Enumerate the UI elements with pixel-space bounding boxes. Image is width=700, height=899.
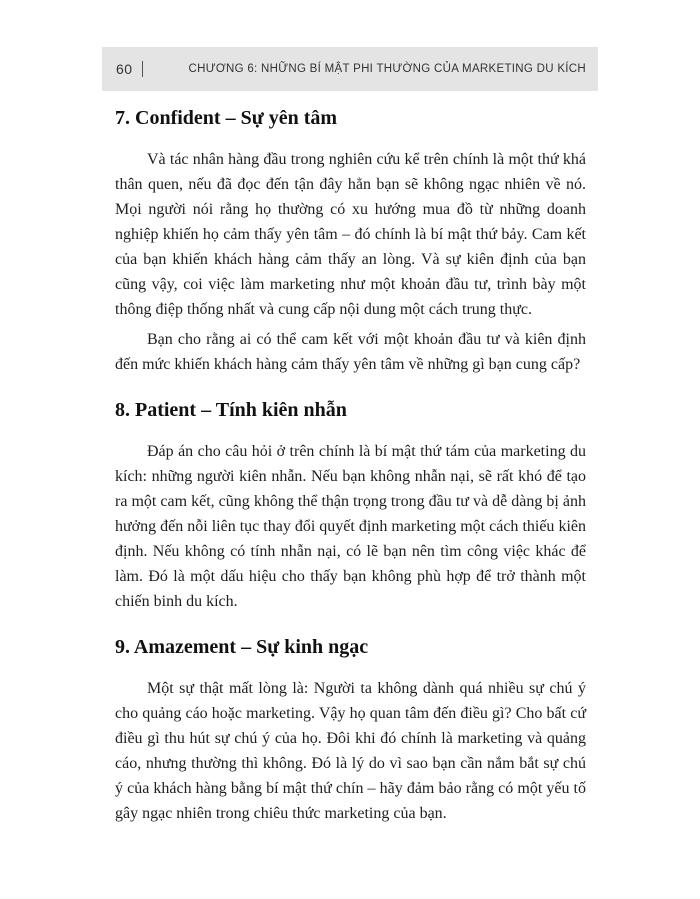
- section-heading: 9. Amazement – Sự kinh ngạc: [115, 636, 369, 658]
- paragraph: Đáp án cho câu hỏi ở trên chính là bí mật thứ tám của marketing du kích: những người kiên nhẫn. Nếu bạn không nhẫn nại, sẽ rất khó để tạo ra một cam kết, cũng không thể thận trọng trong đầu tư và dễ dàng bị ảnh hưởng đến nỗi liên tục thay đổi quyết định marketing một cách thiếu kiên định. Nếu không có tính nhẫn nại, có lẽ bạn nên tìm công việc khác để làm. Đó là một dấu hiệu cho thấy bạn không phù hợp để trở thành một chiến binh du kích.: [115, 443, 586, 610]
- page-body: [115, 104, 586, 826]
- section-confident: [115, 104, 586, 377]
- running-header: [102, 47, 598, 91]
- page-number: 60: [116, 61, 133, 77]
- section-patient: [115, 396, 586, 614]
- header-divider: [142, 61, 143, 77]
- paragraph: Bạn cho rằng ai có thể cam kết với một khoản đầu tư và kiên định đến mức khiến khách hàng cảm thấy yên tâm về những gì bạn cung cấp?: [115, 331, 586, 373]
- section-heading: 7. Confident – Sự yên tâm: [115, 107, 338, 129]
- paragraph: Một sự thật mất lòng là: Người ta không dành quá nhiều sự chú ý cho quảng cáo hoặc marketing. Vậy họ quan tâm đến điều gì? Cho bất cứ điều gì thu hút sự chú ý của họ. Đôi khi đó chính là marketing và quảng cáo, nhưng thường thì không. Đó là lý do vì sao bạn cần nắm bắt sự chú ý của khách hàng bằng bí mật thứ chín – hãy đảm bảo rằng có một yếu tố gây ngạc nhiên trong chiêu thức marketing của bạn.: [115, 680, 586, 822]
- chapter-title: CHƯƠNG 6: NHỮNG BÍ MẬT PHI THƯỜNG CỦA MARKETING DU KÍCH: [188, 63, 586, 75]
- paragraph: Và tác nhân hàng đầu trong nghiên cứu kể trên chính là một thứ khá thân quen, nếu đã đọc đến tận đây hẳn bạn sẽ không ngạc nhiên về nó. Mọi người nói rằng họ thường có xu hướng mua đồ từ những doanh nghiệp khiến họ cảm thấy yên tâm – đó chính là bí mật thứ bảy. Cam kết của bạn khiến khách hàng cảm thấy an lòng. Và sự kiên định của bạn cũng vậy, coi việc làm marketing như một khoản đầu tư, trình bày một thông điệp thống nhất và cung cấp nội dung một cách trung thực.: [115, 151, 586, 318]
- section-heading: 8. Patient – Tính kiên nhẫn: [115, 399, 347, 421]
- section-amazement: [115, 633, 586, 826]
